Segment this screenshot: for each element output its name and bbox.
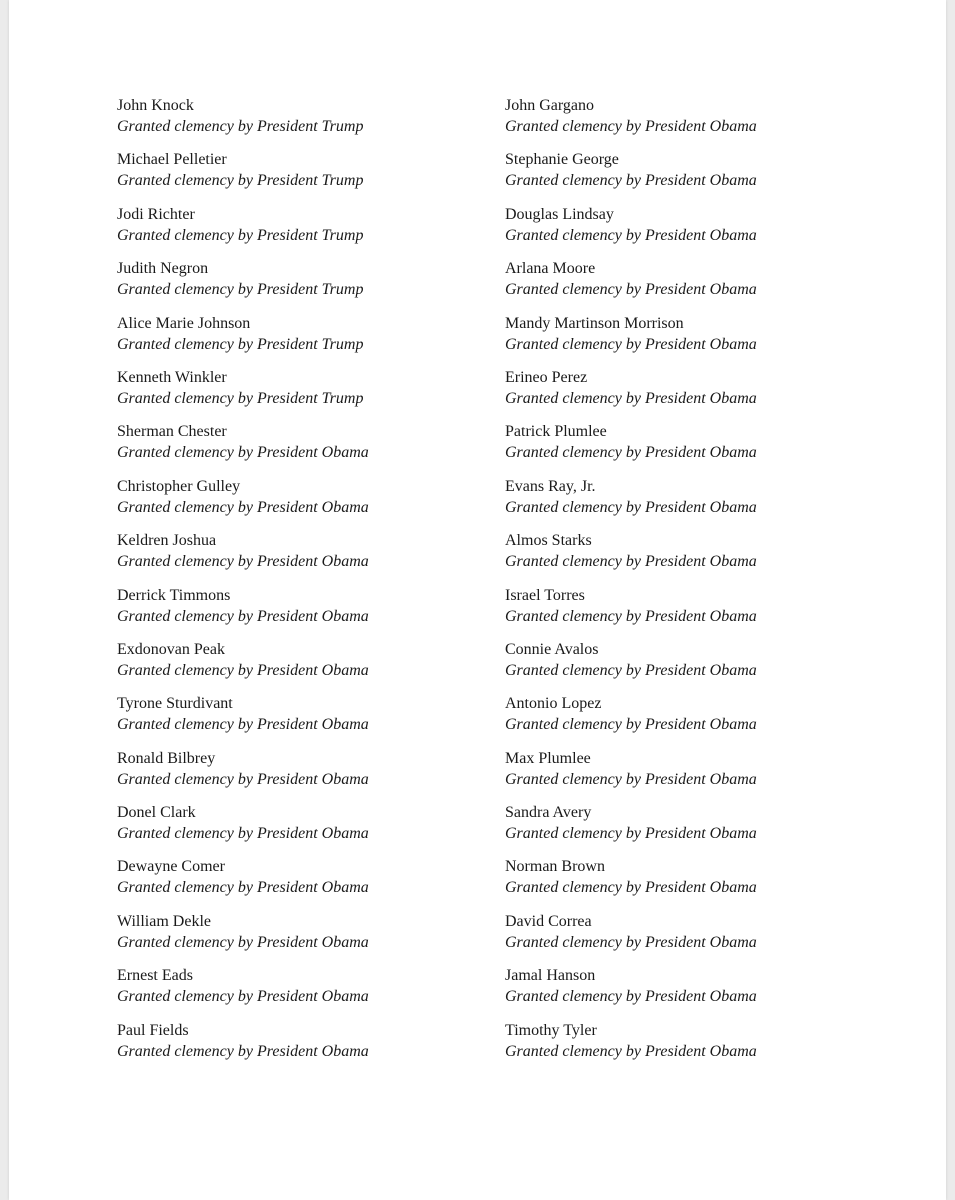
clemency-note: Granted clemency by President Obama (117, 825, 369, 843)
clemency-note: Granted clemency by President Obama (505, 607, 757, 625)
person-name: Exdonovan Peak (117, 640, 225, 658)
clemency-note: Granted clemency by President Obama (505, 444, 757, 462)
list-item (505, 639, 885, 693)
person-name: Ronald Bilbrey (117, 749, 216, 767)
person-name: Douglas Lindsay (505, 205, 614, 223)
clemency-note: Granted clemency by President Obama (505, 498, 757, 516)
list-item (505, 802, 885, 856)
left-column (117, 95, 497, 1074)
person-name: Israel Torres (505, 586, 585, 604)
person-name: David Correa (505, 912, 592, 930)
document-page (9, 0, 946, 1200)
list-item (505, 585, 885, 639)
list-item (505, 367, 885, 421)
clemency-note: Granted clemency by President Obama (505, 1042, 757, 1060)
person-name: Christopher Gulley (117, 477, 241, 495)
person-name: Alice Marie Johnson (117, 314, 251, 332)
person-name: Tyrone Sturdivant (117, 695, 233, 713)
clemency-note: Granted clemency by President Trump (117, 118, 364, 135)
list-item (505, 476, 885, 530)
list-item (505, 149, 885, 203)
person-name: Max Plumlee (505, 749, 591, 767)
person-name: Dewayne Comer (117, 858, 225, 876)
clemency-note: Granted clemency by President Obama (505, 933, 757, 951)
list-item (505, 313, 885, 367)
person-name: Patrick Plumlee (505, 423, 607, 441)
clemency-note: Granted clemency by President Obama (505, 389, 757, 407)
list-item (505, 693, 885, 747)
person-name: John Knock (117, 97, 194, 114)
clemency-note: Granted clemency by President Obama (505, 172, 757, 190)
person-name: Michael Pelletier (117, 151, 227, 169)
clemency-note: Granted clemency by President Obama (117, 770, 369, 788)
person-name: Stephanie George (505, 151, 619, 169)
clemency-note: Granted clemency by President Obama (117, 716, 369, 734)
clemency-note: Granted clemency by President Obama (505, 716, 757, 734)
clemency-note: Granted clemency by President Obama (505, 553, 757, 571)
clemency-note: Granted clemency by President Obama (117, 988, 369, 1006)
list-item (117, 204, 497, 258)
clemency-note: Granted clemency by President Obama (117, 1042, 369, 1060)
person-name: Paul Fields (117, 1021, 189, 1039)
clemency-note: Granted clemency by President Trump (117, 281, 364, 299)
person-name: Judith Negron (117, 260, 209, 278)
list-item (505, 530, 885, 584)
list-item (505, 1020, 885, 1074)
clemency-note: Granted clemency by President Obama (117, 498, 369, 516)
list-item (505, 421, 885, 475)
clemency-note: Granted clemency by President Trump (117, 226, 364, 244)
person-name: Ernest Eads (117, 967, 193, 985)
list-item (117, 585, 497, 639)
list-item (505, 965, 885, 1019)
clemency-note: Granted clemency by President Obama (117, 444, 369, 462)
person-name: William Dekle (117, 912, 211, 930)
clemency-note: Granted clemency by President Trump (117, 389, 364, 407)
person-name: Almos Starks (505, 532, 592, 550)
list-item (117, 476, 497, 530)
person-name: Evans Ray, Jr. (505, 477, 596, 495)
list-item (117, 1020, 497, 1074)
list-item (117, 149, 497, 203)
clemency-note: Granted clemency by President Obama (505, 281, 757, 299)
clemency-note: Granted clemency by President Obama (117, 661, 369, 679)
person-name: Erineo Perez (505, 368, 588, 386)
clemency-note: Granted clemency by President Obama (505, 661, 757, 679)
person-name: Sherman Chester (117, 423, 227, 441)
list-item (117, 313, 497, 367)
person-name: Norman Brown (505, 858, 605, 876)
list-item (117, 95, 497, 149)
list-item (505, 856, 885, 910)
clemency-note: Granted clemency by President Trump (117, 172, 364, 190)
person-name: Antonio Lopez (505, 695, 602, 713)
clemency-note: Granted clemency by President Obama (505, 770, 757, 788)
list-item (505, 911, 885, 965)
clemency-note: Granted clemency by President Obama (505, 825, 757, 843)
clemency-note: Granted clemency by President Obama (117, 933, 369, 951)
clemency-note: Granted clemency by President Obama (505, 226, 757, 244)
list-item (117, 530, 497, 584)
person-name: Arlana Moore (505, 260, 596, 278)
list-item (117, 693, 497, 747)
list-item (505, 204, 885, 258)
list-item (117, 367, 497, 421)
clemency-note: Granted clemency by President Obama (117, 553, 369, 571)
person-name: Mandy Martinson Morrison (505, 314, 684, 332)
person-name: Kenneth Winkler (117, 368, 227, 386)
list-item (117, 748, 497, 802)
list-item (117, 639, 497, 693)
clemency-note: Granted clemency by President Obama (505, 879, 757, 897)
person-name: Derrick Timmons (117, 586, 231, 604)
person-name: Keldren Joshua (117, 532, 217, 550)
list-item (505, 95, 885, 149)
clemency-note: Granted clemency by President Obama (505, 335, 757, 353)
person-name: John Gargano (505, 97, 595, 114)
list-item (117, 911, 497, 965)
right-column (505, 95, 885, 1074)
list-item (505, 748, 885, 802)
list-item (117, 856, 497, 910)
clemency-note: Granted clemency by President Obama (117, 879, 369, 897)
clemency-note: Granted clemency by President Obama (505, 118, 757, 135)
person-name: Donel Clark (117, 804, 196, 822)
list-item (117, 965, 497, 1019)
person-name: Connie Avalos (505, 640, 599, 658)
person-name: Sandra Avery (505, 804, 592, 822)
clemency-note: Granted clemency by President Trump (117, 335, 364, 353)
person-name: Jamal Hanson (505, 967, 596, 985)
clemency-note: Granted clemency by President Obama (505, 988, 757, 1006)
clemency-note: Granted clemency by President Obama (117, 607, 369, 625)
list-item (117, 258, 497, 312)
person-name: Jodi Richter (117, 205, 195, 223)
list-item (505, 258, 885, 312)
list-item (117, 421, 497, 475)
person-name: Timothy Tyler (505, 1021, 597, 1039)
list-item (117, 802, 497, 856)
